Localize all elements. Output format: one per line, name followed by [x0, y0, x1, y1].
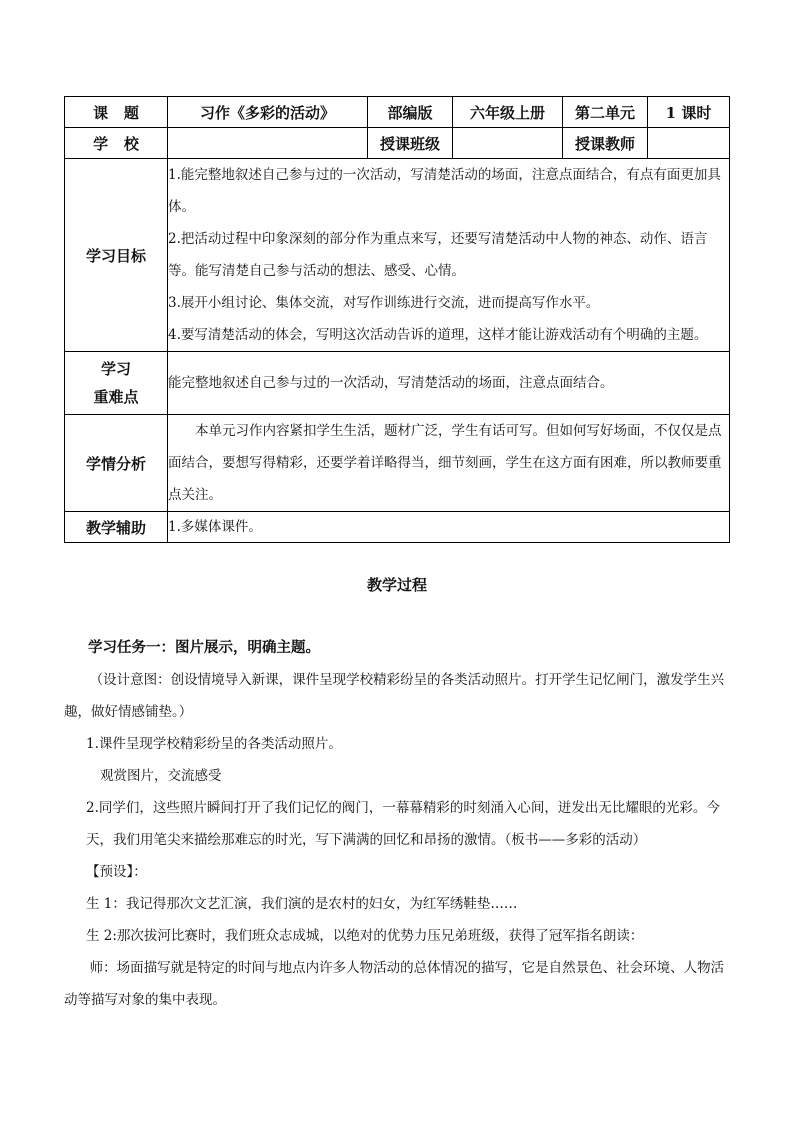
task-heading: 学习任务一：图片展示，明确主题。 [88, 639, 320, 656]
topic-label: 课 题 [65, 97, 168, 128]
edition-cell: 部编版 [368, 97, 453, 128]
teacher-line: 师：场面描写就是特定的时间与地点内许多人物活动的总体情况的描写，它是自然景色、社会环境、人物活动等描写对象的集中表现。 [64, 960, 725, 1008]
lesson-title-cell: 习作《多彩的活动》 [168, 97, 368, 128]
aids-text: 1.多媒体课件。 [168, 519, 262, 535]
student-1: 生 1：我记得那次文艺汇演，我们演的是农村的妇女，为红军绣鞋垫…… [86, 896, 518, 912]
table-row [65, 128, 730, 159]
table-row [65, 352, 730, 415]
class-value-cell [453, 128, 563, 159]
goals-label: 学习目标 [65, 159, 168, 352]
preset-label: 【预设】： [86, 864, 147, 880]
table-row [65, 512, 730, 543]
difficulty-label-line2: 重难点 [93, 388, 139, 406]
lesson-info-table [64, 96, 730, 543]
aids-cell [168, 512, 730, 543]
teacher-value-cell [648, 128, 730, 159]
difficulty-label-line1: 学习 [100, 360, 131, 378]
difficulty-label [65, 352, 168, 415]
goal-item: 2.把活动过程中印象深刻的部分作为重点来写，还要写清楚活动中人物的神态、动作、语言等。能写清楚自己参与活动的想法、感受、心情。 [168, 231, 708, 279]
goal-item: 4.要写清楚活动的体会，写明这次活动告诉的道理，这样才能让游戏活动有个明确的主题。 [168, 327, 708, 343]
goal-item: 3.展开小组讨论、集体交流，对写作训练进行交流，进而提高写作水平。 [168, 295, 600, 311]
table-row [65, 415, 730, 512]
table-row [65, 97, 730, 128]
goals-cell [168, 159, 730, 352]
process-title: 教学过程 [366, 576, 427, 594]
design-intent: （设计意图：创设情境导入新课，课件呈现学校精彩纷呈的各类活动照片。打开学生记忆闸门，激发学生兴趣，做好情感铺垫。） [64, 672, 725, 720]
analysis-label: 学情分析 [65, 415, 168, 512]
difficulty-text: 能完整地叙述自己参与过的一次活动，写清楚活动的场面，注意点面结合。 [168, 375, 614, 391]
difficulty-cell [168, 352, 730, 415]
step-1-sub: 观赏图片，交流感受 [100, 768, 222, 784]
class-label-cell: 授课班级 [368, 128, 453, 159]
aids-label: 教学辅助 [65, 512, 168, 543]
unit-cell: 第二单元 [563, 97, 648, 128]
teacher-label-cell: 授课教师 [563, 128, 648, 159]
step-1: 1.课件呈现学校精彩纷呈的各类活动照片。 [86, 736, 342, 752]
step-2: 2.同学们，这些照片瞬间打开了我们记忆的阀门，一幕幕精彩的时刻涌入心间，迸发出无比耀眼的光彩。今天，我们用笔尖来描绘那难忘的时光，写下满满的回忆和昂扬的激情。（板书——多彩的活动） [86, 800, 720, 848]
hours-cell: 1 课时 [648, 97, 730, 128]
goal-item: 1.能完整地叙述自己参与过的一次活动，写清楚活动的场面，注意点面结合，有点有面更加具体。 [168, 167, 721, 215]
school-value-cell [168, 128, 368, 159]
analysis-text: 本单元习作内容紧扣学生生活，题材广泛，学生有话可写。但如何写好场面，不仅仅是点面结合，要想写得精彩，还要学着详略得当，细节刻画，学生在这方面有困难，所以教师要重点关注。 [168, 423, 722, 503]
analysis-cell [168, 415, 730, 512]
school-label: 学 校 [65, 128, 168, 159]
table-row [65, 159, 730, 352]
student-2: 生 2:那次拔河比赛时，我们班众志成城，以绝对的优势力压兄弟班级，获得了冠军指名朗读： [86, 928, 644, 944]
grade-cell: 六年级上册 [453, 97, 563, 128]
process-body [64, 632, 734, 1016]
